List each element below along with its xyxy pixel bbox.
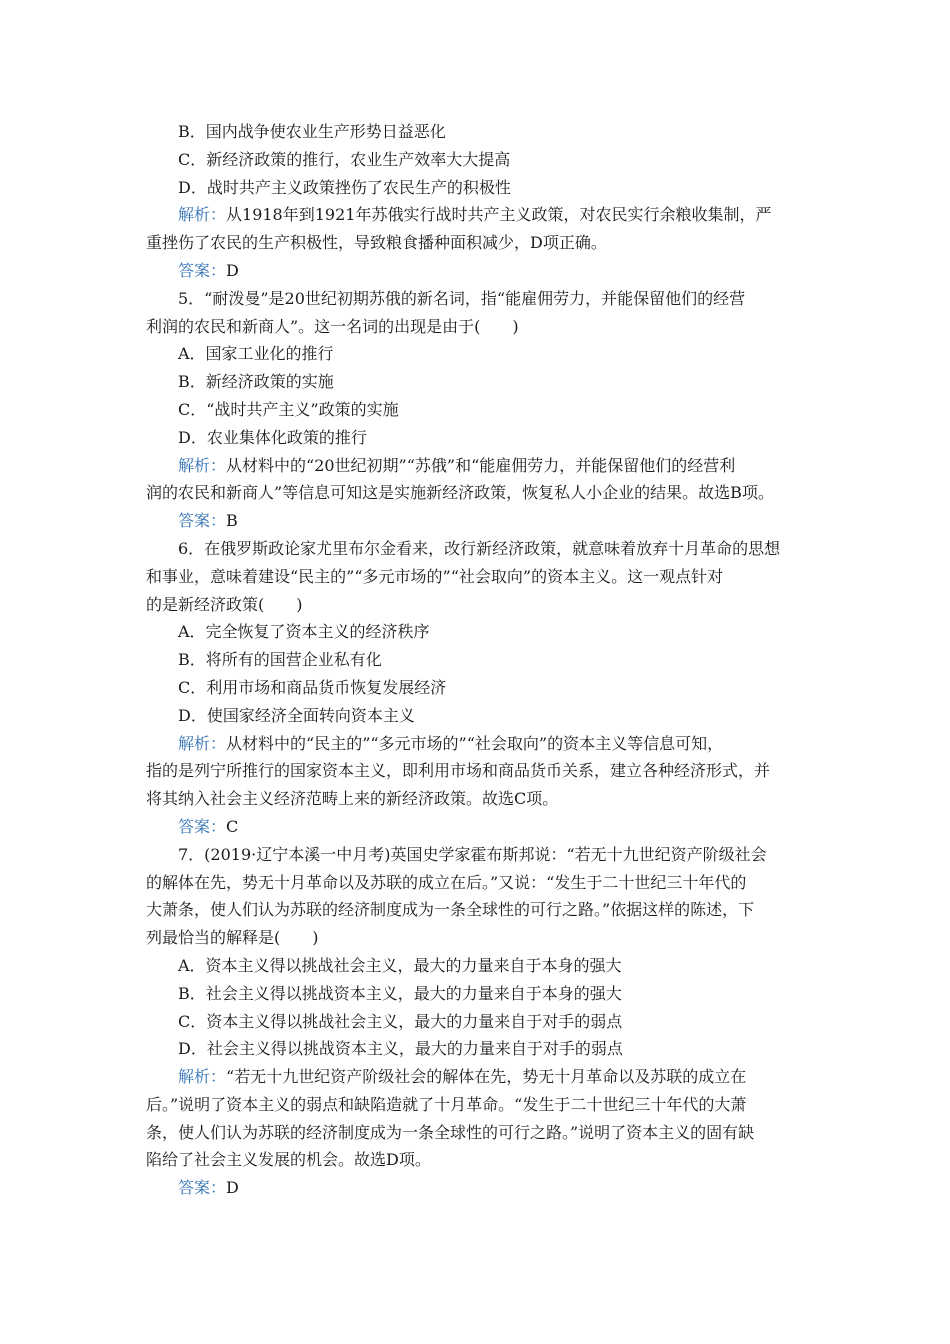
analysis-text: 从材料中的“民主的”“多元市场的”“社会取向”的资本主义等信息可知， [226,733,724,753]
option-b: B．新经济政策的实施 [178,372,334,392]
analysis-line [146,730,808,758]
option-c: C．利用市场和商品货币恢复发展经济 [178,677,447,697]
answer-value: D [226,1178,239,1198]
question-stem: 6．在俄罗斯政论家尤里布尔金看来，改行新经济政策，就意味着放弃十月革命的思想 [178,538,781,558]
analysis-line [146,201,808,229]
question-5 [146,285,808,535]
question-stem: 的解体在先，势无十月革命以及苏联的成立在后。”又说：“发生于二十世纪三十年代的 [146,872,747,892]
answer-label: 答案： [178,260,227,280]
analysis-line [146,1063,808,1091]
option-c: C．资本主义得以挑战社会主义，最大的力量来自于对手的弱点 [178,1011,623,1031]
analysis-line: 将其纳入社会主义经济范畴上来的新经济政策。故选C项。 [146,789,559,809]
question-4 [146,118,808,285]
question-6 [146,535,808,841]
answer-line [146,1174,808,1202]
option-c: C．“战时共产主义”政策的实施 [178,399,399,419]
option-a: A．国家工业化的推行 [178,344,334,364]
analysis-text: 从1918年到1921年苏俄实行战时共产主义政策，对农民实行余粮收集制，严 [226,205,772,225]
answer-line [146,507,808,535]
question-stem: 利润的农民和新商人”。这一名词的出现是由于( ) [146,316,519,336]
answer-value: C [226,816,239,836]
option-d: D．农业集体化政策的推行 [178,427,367,447]
answer-label: 答案： [178,1178,227,1198]
analysis-line: 陷给了社会主义发展的机会。故选D项。 [146,1150,431,1170]
analysis-line: 后。”说明了资本主义的弱点和缺陷造就了十月革命。“发生于二十世纪三十年代的大萧 [146,1094,747,1114]
answer-label: 答案： [178,511,227,531]
document-body [146,118,808,1202]
option-c: C．新经济政策的推行，农业生产效率大大提高 [178,149,511,169]
analysis-label: 解析： [178,1067,227,1087]
option-b: B．国内战争使农业生产形势日益恶化 [178,122,446,141]
question-stem: 和事业，意味着建设“民主的”“多元市场的”“社会取向”的资本主义。这一观点针对 [146,566,724,586]
analysis-text: “若无十九世纪资产阶级社会的解体在先，势无十月革命以及苏联的成立在 [226,1067,747,1087]
option-d: D．社会主义得以挑战资本主义，最大的力量来自于对手的弱点 [178,1039,623,1059]
analysis-label: 解析： [178,455,227,475]
answer-line [146,257,808,285]
analysis-text: 从材料中的“20世纪初期”“苏俄”和“能雇佣劳力，并能保留他们的经营利 [226,455,736,475]
question-stem: 大萧条，使人们认为苏联的经济制度成为一条全球性的可行之路。”依据这样的陈述，下 [146,900,755,920]
option-b: B．将所有的国营企业私有化 [178,650,382,670]
question-stem: 7．(2019·辽宁本溪一中月考)英国史学家霍布斯邦说：“若无十九世纪资产阶级社会 [178,844,767,864]
answer-label: 答案： [178,816,227,836]
answer-value: D [226,260,239,280]
analysis-label: 解析： [178,733,227,753]
analysis-line: 润的农民和新商人”等信息可知这是实施新经济政策，恢复私人小企业的结果。故选B项。 [146,483,774,503]
question-7 [146,841,808,1202]
option-a: A．资本主义得以挑战社会主义，最大的力量来自于本身的强大 [178,955,622,975]
option-d: D．战时共产主义政策挫伤了农民生产的积极性 [178,177,511,197]
question-stem: 的是新经济政策( ) [146,594,303,614]
analysis-line: 重挫伤了农民的生产积极性，导致粮食播种面积减少，D项正确。 [146,233,607,253]
option-a: A．完全恢复了资本主义的经济秩序 [178,622,430,642]
answer-value: B [226,511,238,531]
analysis-line: 指的是列宁所推行的国家资本主义，即利用市场和商品货币关系，建立各种经济形式，并 [146,761,771,781]
question-stem: 列最恰当的解释是( ) [146,928,319,948]
analysis-line: 条，使人们认为苏联的经济制度成为一条全球性的可行之路。”说明了资本主义的固有缺 [146,1122,755,1142]
option-b: B．社会主义得以挑战资本主义，最大的力量来自于本身的强大 [178,983,622,1003]
option-d: D．使国家经济全面转向资本主义 [178,705,415,725]
answer-line [146,813,808,841]
analysis-line [146,452,808,480]
analysis-label: 解析： [178,205,227,225]
question-stem: 5．“耐泼曼”是20世纪初期苏俄的新名词，指“能雇佣劳力，并能保留他们的经营 [178,288,746,308]
